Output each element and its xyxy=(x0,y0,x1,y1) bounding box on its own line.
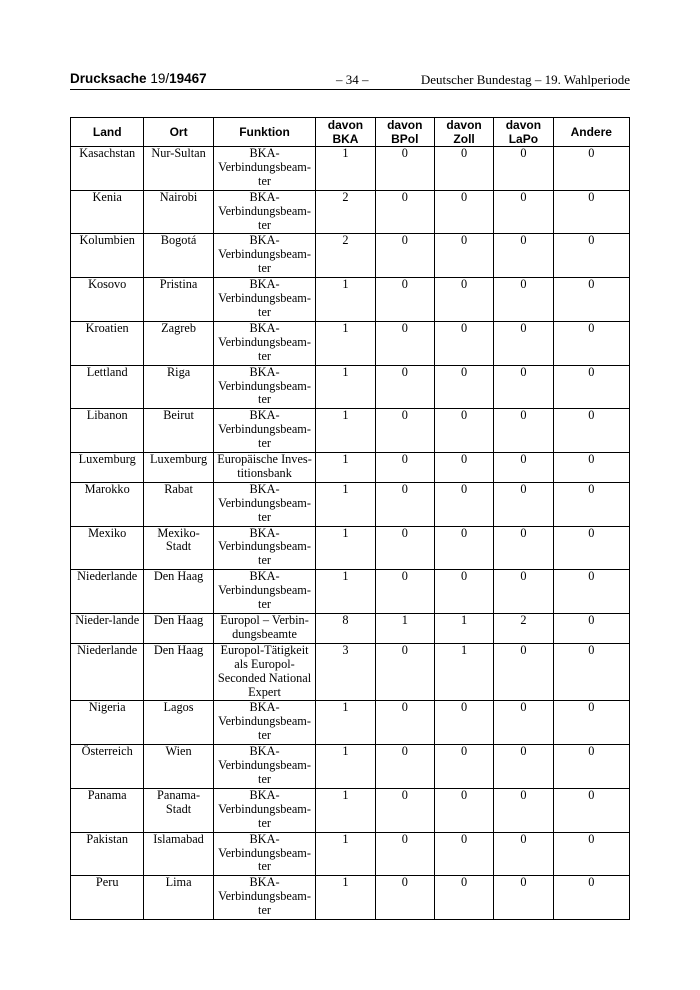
table-row xyxy=(71,788,630,832)
cell-line: Kroatien xyxy=(85,320,129,335)
cell-line: Verbindungsbeam- xyxy=(218,203,311,218)
cell-andere: 0 xyxy=(553,570,629,614)
column-header-lapo xyxy=(494,118,553,147)
cell-zoll: 0 xyxy=(434,745,493,789)
cell-line: Österreich xyxy=(81,744,133,759)
cell-bpol: 0 xyxy=(375,701,434,745)
cell-line: Verbindungsbeam- xyxy=(218,539,311,554)
cell-lapo: 0 xyxy=(494,788,553,832)
cell-bka: 8 xyxy=(316,614,375,644)
doc-number: 19467 xyxy=(169,71,207,86)
cell-zoll: 0 xyxy=(434,365,493,409)
publisher: Deutscher Bundestag – 19. Wahlperiode xyxy=(420,72,630,87)
cell-land xyxy=(71,526,144,570)
cell-bpol: 0 xyxy=(375,147,434,191)
cell-funktion xyxy=(213,570,316,614)
cell-ort xyxy=(144,876,213,920)
table-row xyxy=(71,876,630,920)
cell-bka: 1 xyxy=(316,482,375,526)
cell-land xyxy=(71,278,144,322)
cell-land xyxy=(71,147,144,191)
cell-line: Peru xyxy=(95,875,119,890)
cell-land xyxy=(71,614,144,644)
cell-line: Lima xyxy=(165,875,192,890)
cell-line: BKA- xyxy=(249,233,280,248)
column-header-line: LaPo xyxy=(508,132,539,146)
cell-bpol: 0 xyxy=(375,745,434,789)
column-header-bpol xyxy=(375,118,434,147)
column-header-ort: Ort xyxy=(144,118,213,147)
cell-lapo: 0 xyxy=(494,278,553,322)
cell-lapo: 0 xyxy=(494,190,553,234)
cell-bpol: 0 xyxy=(375,409,434,453)
cell-bpol: 0 xyxy=(375,321,434,365)
cell-funktion xyxy=(213,876,316,920)
cell-line: Beirut xyxy=(163,408,194,423)
cell-line: Luxemburg xyxy=(78,452,136,467)
cell-ort xyxy=(144,234,213,278)
cell-land xyxy=(71,409,144,453)
cell-andere: 0 xyxy=(553,876,629,920)
cell-line: BKA- xyxy=(249,525,280,540)
cell-line: Lagos xyxy=(163,700,194,715)
cell-line: Kolumbien xyxy=(79,233,135,248)
cell-andere: 0 xyxy=(553,409,629,453)
cell-funktion xyxy=(213,832,316,876)
cell-ort xyxy=(144,570,213,614)
cell-line: Expert xyxy=(248,684,281,699)
cell-ort xyxy=(144,409,213,453)
cell-line: Verbindungsbeam- xyxy=(218,889,311,904)
cell-line: Lettland xyxy=(86,364,128,379)
cell-line: BKA- xyxy=(249,320,280,335)
table-row xyxy=(71,701,630,745)
cell-line: BKA- xyxy=(249,189,280,204)
cell-line: BKA- xyxy=(249,744,280,759)
cell-bka: 1 xyxy=(316,876,375,920)
doc-label: Drucksache xyxy=(70,71,147,86)
cell-ort xyxy=(144,190,213,234)
cell-zoll: 0 xyxy=(434,321,493,365)
cell-andere: 0 xyxy=(553,701,629,745)
cell-line: Rabat xyxy=(164,481,193,496)
cell-bka: 1 xyxy=(316,365,375,409)
cell-andere: 0 xyxy=(553,788,629,832)
cell-ort xyxy=(144,482,213,526)
cell-line: Den Haag xyxy=(153,613,204,627)
cell-line: Islamabad xyxy=(153,831,204,846)
cell-line: ter xyxy=(258,217,272,232)
cell-line: Verbindungsbeam- xyxy=(218,583,311,598)
cell-funktion xyxy=(213,745,316,789)
cell-land xyxy=(71,482,144,526)
column-header-line: BPol xyxy=(391,132,419,146)
cell-bka: 1 xyxy=(316,321,375,365)
cell-bka: 1 xyxy=(316,745,375,789)
cell-ort xyxy=(144,643,213,701)
cell-bka: 1 xyxy=(316,701,375,745)
cell-ort xyxy=(144,365,213,409)
column-header-line: davon xyxy=(387,118,423,132)
cell-line: ter xyxy=(258,392,272,407)
cell-bpol: 0 xyxy=(375,190,434,234)
cell-funktion xyxy=(213,234,316,278)
cell-ort xyxy=(144,701,213,745)
cell-ort xyxy=(144,321,213,365)
cell-line: ter xyxy=(258,728,272,743)
cell-lapo: 0 xyxy=(494,453,553,483)
cell-line: ter xyxy=(258,597,272,612)
cell-lapo: 2 xyxy=(494,614,553,644)
cell-ort xyxy=(144,147,213,191)
cell-andere: 0 xyxy=(553,614,629,644)
cell-line: ter xyxy=(258,815,272,830)
cell-line: ter xyxy=(258,553,272,568)
cell-ort xyxy=(144,832,213,876)
cell-andere: 0 xyxy=(553,234,629,278)
cell-lapo: 0 xyxy=(494,643,553,701)
cell-line: ter xyxy=(258,436,272,451)
cell-line: BKA- xyxy=(249,787,280,802)
cell-line: ter xyxy=(258,771,272,786)
cell-lapo: 0 xyxy=(494,876,553,920)
cell-land xyxy=(71,365,144,409)
cell-lapo: 0 xyxy=(494,409,553,453)
cell-line: Verbindungsbeam- xyxy=(218,714,311,729)
cell-bka: 1 xyxy=(316,832,375,876)
cell-line: ter xyxy=(258,173,272,188)
cell-funktion xyxy=(213,190,316,234)
cell-zoll: 0 xyxy=(434,482,493,526)
cell-line: Zagreb xyxy=(161,320,196,335)
cell-zoll: 0 xyxy=(434,876,493,920)
cell-land xyxy=(71,321,144,365)
cell-bpol: 0 xyxy=(375,365,434,409)
cell-andere: 0 xyxy=(553,278,629,322)
cell-line: Mexiko xyxy=(88,525,127,540)
column-header-line: davon xyxy=(505,118,542,132)
cell-land xyxy=(71,643,144,701)
cell-bpol: 0 xyxy=(375,526,434,570)
cell-funktion xyxy=(213,365,316,409)
cell-line: Verbindungsbeam- xyxy=(218,159,311,174)
cell-bpol: 0 xyxy=(375,482,434,526)
table-row xyxy=(71,745,630,789)
cell-andere: 0 xyxy=(553,321,629,365)
cell-line: Den Haag xyxy=(153,642,204,657)
cell-land xyxy=(71,876,144,920)
cell-line: Pakistan xyxy=(86,831,129,846)
table-row xyxy=(71,614,630,644)
cell-bka: 2 xyxy=(316,234,375,278)
cell-line: Libanon xyxy=(86,408,128,423)
cell-land xyxy=(71,570,144,614)
cell-bka: 1 xyxy=(316,278,375,322)
cell-line: ter xyxy=(258,261,272,276)
cell-zoll: 0 xyxy=(434,701,493,745)
cell-bka: 1 xyxy=(316,788,375,832)
table-row xyxy=(71,832,630,876)
column-header-land: Land xyxy=(71,118,144,147)
table-row xyxy=(71,453,630,483)
cell-lapo: 0 xyxy=(494,570,553,614)
cell-bpol: 0 xyxy=(375,453,434,483)
cell-zoll: 0 xyxy=(434,190,493,234)
cell-bka: 1 xyxy=(316,526,375,570)
cell-line: Niederlande xyxy=(77,642,138,657)
table-body xyxy=(71,147,630,920)
cell-funktion xyxy=(213,321,316,365)
cell-land xyxy=(71,788,144,832)
cell-line: Verbindungsbeam- xyxy=(218,291,311,306)
cell-zoll: 0 xyxy=(434,147,493,191)
column-header-line: Zoll xyxy=(453,132,475,146)
cell-line: BKA- xyxy=(249,277,280,292)
cell-land xyxy=(71,190,144,234)
cell-lapo: 0 xyxy=(494,482,553,526)
cell-line: Pristina xyxy=(159,277,198,292)
table-row xyxy=(71,643,630,701)
cell-land xyxy=(71,701,144,745)
column-header-line: davon xyxy=(327,118,364,132)
cell-line: Nigeria xyxy=(88,700,126,715)
cell-zoll: 1 xyxy=(434,614,493,644)
table-row xyxy=(71,321,630,365)
cell-line: Niederlande xyxy=(77,569,138,584)
cell-line: BKA- xyxy=(249,364,280,379)
cell-line: BKA- xyxy=(249,569,280,584)
cell-andere: 0 xyxy=(553,832,629,876)
cell-andere: 0 xyxy=(553,482,629,526)
cell-ort xyxy=(144,614,213,644)
table-row xyxy=(71,365,630,409)
cell-line: ter xyxy=(258,509,272,524)
cell-zoll: 0 xyxy=(434,570,493,614)
cell-line: ter xyxy=(258,348,272,363)
cell-line: Verbindungsbeam- xyxy=(218,247,311,262)
cell-andere: 0 xyxy=(553,526,629,570)
cell-zoll: 0 xyxy=(434,832,493,876)
cell-line: BKA- xyxy=(249,700,280,715)
doc-number-prefix: 19/ xyxy=(150,71,170,86)
cell-ort xyxy=(144,788,213,832)
cell-andere: 0 xyxy=(553,190,629,234)
cell-bpol: 0 xyxy=(375,570,434,614)
cell-bpol: 0 xyxy=(375,788,434,832)
cell-land xyxy=(71,745,144,789)
cell-line: Europol – Verbin- xyxy=(220,613,309,627)
cell-line: Europol-Tätigkeit xyxy=(220,642,309,657)
cell-zoll: 0 xyxy=(434,234,493,278)
cell-line: Marokko xyxy=(84,481,130,496)
cell-lapo: 0 xyxy=(494,147,553,191)
cell-funktion xyxy=(213,526,316,570)
cell-lapo: 0 xyxy=(494,234,553,278)
cell-line: BKA- xyxy=(249,408,280,423)
table-row xyxy=(71,147,630,191)
cell-line: Luxemburg xyxy=(149,452,208,467)
cell-bpol: 0 xyxy=(375,234,434,278)
cell-line: BKA- xyxy=(249,481,280,496)
cell-line: Bogotá xyxy=(160,233,197,248)
cell-funktion xyxy=(213,701,316,745)
page-number: – 34 – xyxy=(336,72,369,87)
table-row xyxy=(71,409,630,453)
cell-funktion xyxy=(213,409,316,453)
table-row xyxy=(71,570,630,614)
cell-andere: 0 xyxy=(553,643,629,701)
cell-line: Kasachstan xyxy=(79,146,136,160)
cell-zoll: 0 xyxy=(434,453,493,483)
column-header-funktion: Funktion xyxy=(213,118,316,147)
cell-bka: 1 xyxy=(316,453,375,483)
page-header xyxy=(70,70,630,90)
cell-line: Panama- xyxy=(157,787,201,802)
column-header-bka xyxy=(316,118,375,147)
cell-line: ter xyxy=(258,903,272,918)
cell-land xyxy=(71,453,144,483)
cell-ort xyxy=(144,278,213,322)
cell-line: ter xyxy=(258,304,272,319)
cell-andere: 0 xyxy=(553,147,629,191)
cell-line: Den Haag xyxy=(153,569,204,584)
cell-bka: 2 xyxy=(316,190,375,234)
cell-land xyxy=(71,234,144,278)
cell-line: Stadt xyxy=(165,539,192,554)
cell-line: Seconded National xyxy=(217,670,312,685)
cell-line: Nairobi xyxy=(159,189,198,204)
cell-line: Verbindungsbeam- xyxy=(218,378,311,393)
cell-funktion xyxy=(213,614,316,644)
cell-zoll: 1 xyxy=(434,643,493,701)
cell-line: Mexiko- xyxy=(157,525,200,540)
cell-lapo: 0 xyxy=(494,701,553,745)
cell-line: Kosovo xyxy=(88,277,127,292)
column-header-line: davon xyxy=(446,118,482,132)
cell-line: BKA- xyxy=(249,146,280,160)
cell-bpol: 0 xyxy=(375,643,434,701)
column-header-zoll xyxy=(434,118,493,147)
cell-bpol: 0 xyxy=(375,832,434,876)
table-row xyxy=(71,234,630,278)
cell-line: ter xyxy=(258,859,272,874)
cell-land xyxy=(71,832,144,876)
cell-line: Verbindungsbeam- xyxy=(218,801,311,816)
cell-line: Panama xyxy=(87,787,127,802)
cell-line: Verbindungsbeam- xyxy=(218,495,311,510)
column-header-line: BKA xyxy=(332,132,359,146)
cell-line: Wien xyxy=(165,744,192,759)
cell-line: Nieder-lande xyxy=(75,613,140,627)
cell-zoll: 0 xyxy=(434,409,493,453)
cell-line: Verbindungsbeam- xyxy=(218,758,311,773)
cell-lapo: 0 xyxy=(494,321,553,365)
cell-bka: 1 xyxy=(316,409,375,453)
cell-bpol: 0 xyxy=(375,876,434,920)
table-row xyxy=(71,278,630,322)
cell-bka: 1 xyxy=(316,570,375,614)
cell-ort xyxy=(144,453,213,483)
document-id xyxy=(70,71,207,86)
cell-line: Europäische Inves- xyxy=(217,452,312,467)
cell-line: Verbindungsbeam- xyxy=(218,422,311,437)
cell-funktion xyxy=(213,453,316,483)
cell-line: als Europol- xyxy=(234,656,295,671)
cell-zoll: 0 xyxy=(434,788,493,832)
cell-line: dungsbeamte xyxy=(232,626,297,641)
cell-lapo: 0 xyxy=(494,832,553,876)
cell-andere: 0 xyxy=(553,453,629,483)
cell-funktion xyxy=(213,788,316,832)
cell-line: BKA- xyxy=(249,831,280,846)
header-rule xyxy=(70,89,630,90)
cell-funktion xyxy=(213,278,316,322)
cell-line: BKA- xyxy=(249,875,280,890)
cell-bpol: 1 xyxy=(375,614,434,644)
cell-zoll: 0 xyxy=(434,526,493,570)
cell-line: titionsbank xyxy=(237,465,292,480)
cell-lapo: 0 xyxy=(494,365,553,409)
cell-line: Riga xyxy=(166,364,191,379)
cell-lapo: 0 xyxy=(494,745,553,789)
cell-bka: 3 xyxy=(316,643,375,701)
table-header-row xyxy=(71,118,630,147)
cell-funktion xyxy=(213,147,316,191)
table-row xyxy=(71,482,630,526)
cell-ort xyxy=(144,526,213,570)
cell-ort xyxy=(144,745,213,789)
cell-line: Kenia xyxy=(92,189,122,204)
table-row xyxy=(71,190,630,234)
cell-andere: 0 xyxy=(553,745,629,789)
cell-funktion xyxy=(213,643,316,701)
cell-line: Verbindungsbeam- xyxy=(218,334,311,349)
cell-bka: 1 xyxy=(316,147,375,191)
cell-andere: 0 xyxy=(553,365,629,409)
cell-lapo: 0 xyxy=(494,526,553,570)
cell-line: Nur-Sultan xyxy=(151,146,206,160)
table-row xyxy=(71,526,630,570)
cell-funktion xyxy=(213,482,316,526)
cell-line: Verbindungsbeam- xyxy=(218,845,311,860)
cell-zoll: 0 xyxy=(434,278,493,322)
cell-bpol: 0 xyxy=(375,278,434,322)
column-header-andere: Andere xyxy=(553,118,629,147)
data-table xyxy=(70,117,630,920)
cell-line: Stadt xyxy=(165,801,192,816)
